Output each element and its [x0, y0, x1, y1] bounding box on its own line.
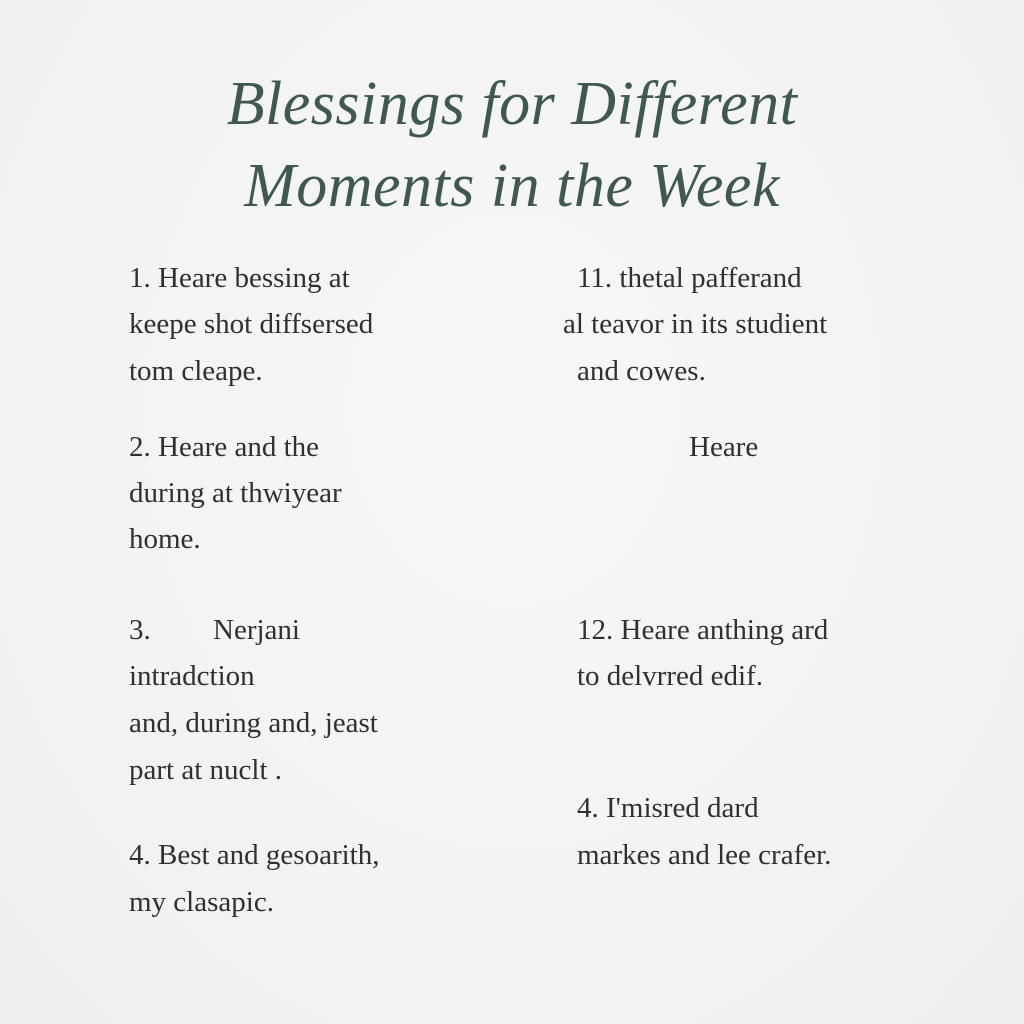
left-item-3-line-4: part at nuclt . — [129, 754, 283, 786]
left-item-2-line-2: during at thwiyear — [129, 477, 342, 509]
right-item-11-line-2: al teavor in its studient — [563, 308, 828, 340]
left-item-3-line-1: Nerjani — [213, 614, 300, 646]
document-title-line-1: Blessings for Different — [226, 70, 798, 138]
left-item-4-line-2: my clasapic. — [129, 886, 274, 918]
left-item-1-line-2: keepe shot diffsersed — [129, 308, 374, 340]
right-item-11-line-3: and cowes. — [577, 355, 706, 387]
right-item-4-line-2: markes and lee crafer. — [577, 839, 832, 871]
right-item-11-line-1: 11. thetal pafferand — [577, 262, 802, 294]
left-item-2-line-1: 2. Heare and the — [129, 431, 320, 463]
left-item-1-line-3: tom cleape. — [129, 355, 263, 387]
left-item-1-line-1: 1. Heare bessing at — [129, 262, 350, 294]
right-item-4-line-1: 4. I'misred dard — [577, 792, 759, 824]
left-item-4-line-1: 4. Best and gesoarith, — [129, 839, 380, 871]
right-item-12-line-2: to delvrred edif. — [577, 660, 764, 692]
right-item-12-line-1: 12. Heare anthing ard — [577, 614, 829, 646]
left-item-3-number: 3. — [129, 614, 151, 646]
left-item-3-line-2: intradction — [129, 660, 255, 692]
left-item-2-line-3: home. — [129, 523, 201, 555]
left-item-3-line-3: and, during and, jeast — [129, 707, 378, 739]
document-title-line-2: Moments in the Week — [244, 152, 780, 220]
right-heare-label: Heare — [689, 431, 759, 463]
